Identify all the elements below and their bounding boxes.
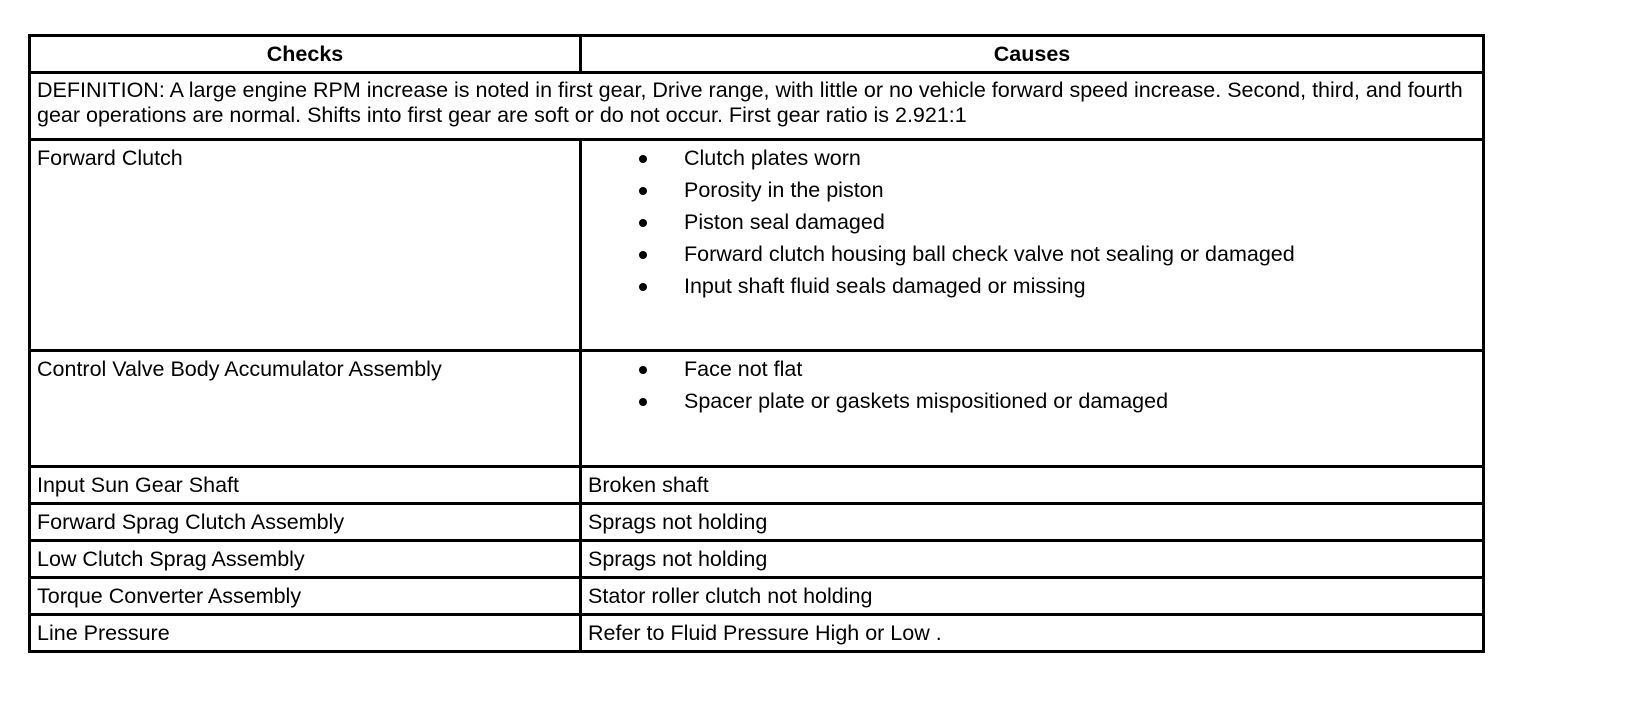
- column-header-causes: Causes: [581, 36, 1484, 73]
- cause-item: Face not flat: [636, 353, 1476, 385]
- check-cell: Forward Clutch: [30, 140, 581, 351]
- table-row: [30, 140, 1484, 351]
- cause-item: Porosity in the piston: [636, 174, 1476, 206]
- cause-item: Clutch plates worn: [636, 142, 1476, 174]
- cause-cell: Sprags not holding: [581, 541, 1484, 578]
- check-cell: Torque Converter Assembly: [30, 578, 581, 615]
- cause-item: Piston seal damaged: [636, 206, 1476, 238]
- cause-cell: Sprags not holding: [581, 504, 1484, 541]
- causes-list: [588, 142, 1476, 302]
- definition-row: [30, 73, 1484, 140]
- check-cell: Low Clutch Sprag Assembly: [30, 541, 581, 578]
- table-row: [30, 578, 1484, 615]
- causes-list: [588, 353, 1476, 417]
- cause-item: Input shaft fluid seals damaged or missing: [636, 270, 1476, 302]
- table-row: [30, 351, 1484, 467]
- cause-cell: Broken shaft: [581, 467, 1484, 504]
- cause-cell: Refer to Fluid Pressure High or Low .: [581, 615, 1484, 652]
- cause-item: Forward clutch housing ball check valve not sealing or damaged: [636, 238, 1476, 270]
- table-row: [30, 467, 1484, 504]
- table-row: [30, 541, 1484, 578]
- cause-item: Spacer plate or gaskets mispositioned or damaged: [636, 385, 1476, 417]
- cause-cell: Stator roller clutch not holding: [581, 578, 1484, 615]
- definition-text: DEFINITION: A large engine RPM increase is noted in first gear, Drive range, with little or no vehicle forward speed increase. Second, third, and fourth gear operations are normal. Shifts into first gear are soft or do not occur. First gear ratio is 2.921:1: [30, 73, 1484, 140]
- column-header-checks: Checks: [30, 36, 581, 73]
- causes-cell: [581, 351, 1484, 467]
- header-row: [30, 36, 1484, 73]
- check-cell: Input Sun Gear Shaft: [30, 467, 581, 504]
- diagnostic-table: [28, 34, 1485, 653]
- check-cell: Line Pressure: [30, 615, 581, 652]
- check-cell: Control Valve Body Accumulator Assembly: [30, 351, 581, 467]
- table-row: [30, 504, 1484, 541]
- table-row: [30, 615, 1484, 652]
- check-cell: Forward Sprag Clutch Assembly: [30, 504, 581, 541]
- causes-cell: [581, 140, 1484, 351]
